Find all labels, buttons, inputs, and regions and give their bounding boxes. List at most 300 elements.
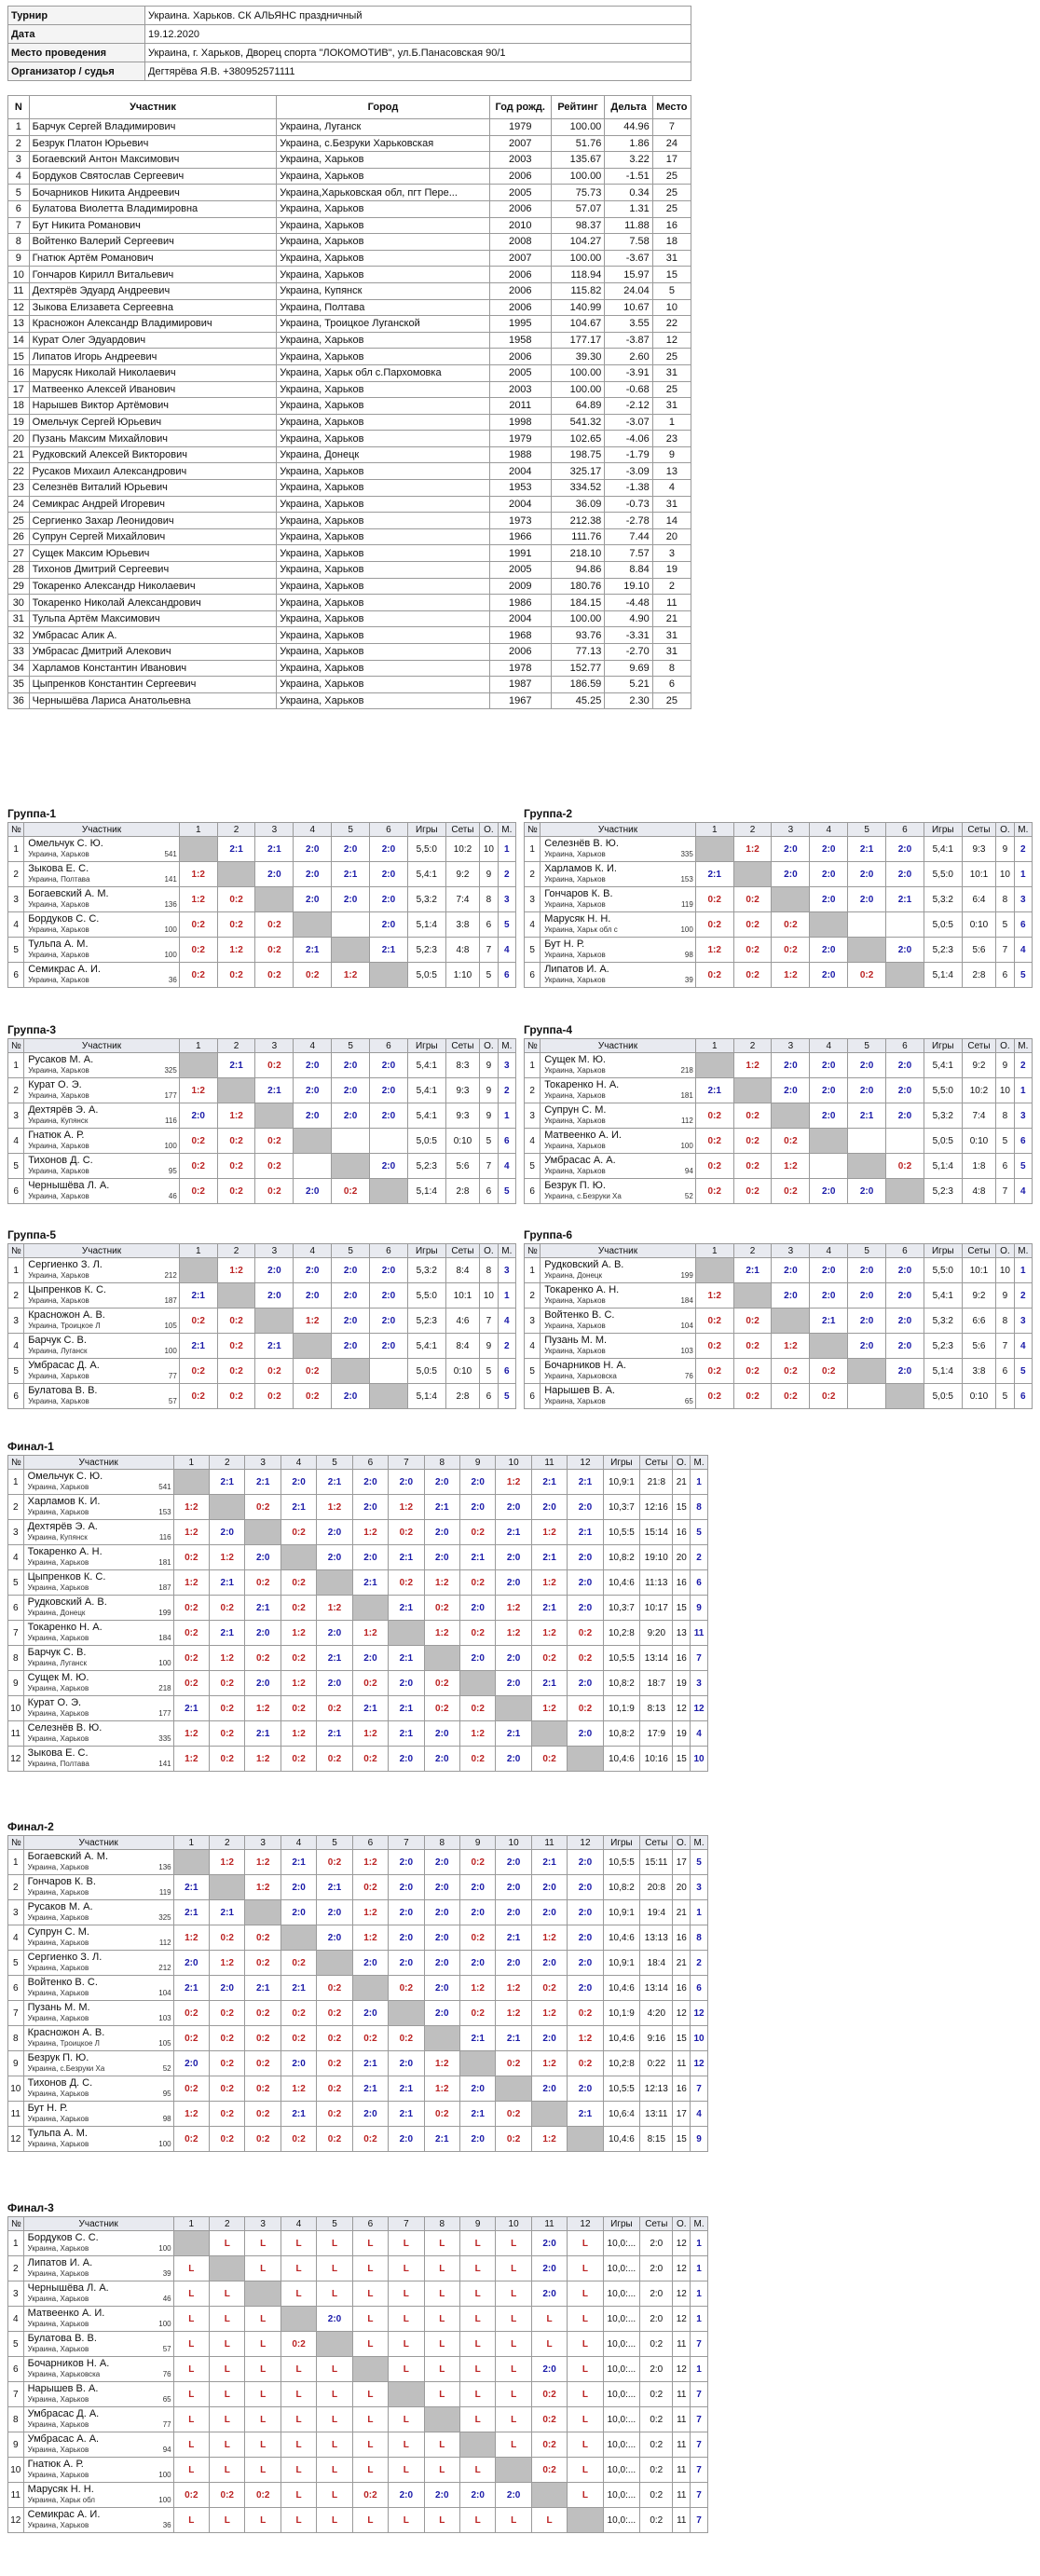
match-cell: 2:0 bbox=[389, 1900, 424, 1925]
group-row-points: 9 bbox=[480, 1078, 498, 1103]
group-row-points: 21 bbox=[673, 1951, 691, 1976]
match-cell: 1:2 bbox=[496, 1470, 531, 1495]
match-cell: 2:0 bbox=[459, 1470, 495, 1495]
group-row-games: 5,0:5 bbox=[924, 912, 962, 938]
group-row bbox=[525, 963, 1033, 988]
match-cell: 2:0 bbox=[496, 1875, 531, 1900]
group-row-place: 6 bbox=[691, 1976, 708, 2001]
match-cell: 1:2 bbox=[245, 1696, 281, 1721]
participant-meta bbox=[544, 1270, 693, 1281]
match-cell: 2:0 bbox=[352, 1646, 388, 1671]
group-row-no: 6 bbox=[525, 963, 541, 988]
match-cell bbox=[695, 1053, 733, 1078]
player-cell: Гончаров Кирилл Витальевич bbox=[29, 267, 277, 283]
group-row-no: 10 bbox=[8, 1696, 24, 1721]
participant-city: Украина, Харьков bbox=[27, 1558, 89, 1567]
group-row-games: 10,4:6 bbox=[603, 1976, 639, 2001]
player-cell: -1.51 bbox=[605, 168, 652, 185]
match-cell: 0:2 bbox=[810, 1384, 848, 1409]
player-cell: 45.25 bbox=[551, 692, 605, 709]
group-row-sets: 21:8 bbox=[640, 1470, 673, 1495]
player-cell: 13 bbox=[8, 316, 30, 333]
participant-name: Цыпренков К. С. bbox=[27, 1571, 106, 1583]
player-cell: 1986 bbox=[489, 595, 551, 611]
match-cell: L bbox=[389, 2231, 424, 2256]
group-header-name: Участник bbox=[24, 1039, 180, 1053]
group-header-index: 6 bbox=[352, 2217, 388, 2231]
group-row-sets: 5:6 bbox=[962, 938, 996, 963]
match-cell: 2:0 bbox=[370, 1053, 408, 1078]
match-cell: 2:1 bbox=[568, 1470, 603, 1495]
player-cell: 2010 bbox=[489, 217, 551, 234]
group-header-index: 2 bbox=[733, 1244, 772, 1258]
group-row-participant bbox=[541, 963, 696, 988]
match-cell bbox=[772, 1309, 810, 1334]
group-header-index: 1 bbox=[695, 1039, 733, 1053]
match-cell: 2:1 bbox=[531, 1470, 567, 1495]
player-cell: 212.38 bbox=[551, 513, 605, 529]
match-cell: 2:1 bbox=[173, 1696, 209, 1721]
participant-name: Сущек М. Ю. bbox=[544, 1054, 606, 1065]
match-cell: 0:2 bbox=[531, 2432, 567, 2458]
match-cell bbox=[496, 2076, 531, 2102]
match-cell: 0:2 bbox=[695, 1179, 733, 1204]
group-row-points: 16 bbox=[673, 1976, 691, 2001]
player-cell: Бут Никита Романович bbox=[29, 217, 277, 234]
group-row-no: 1 bbox=[8, 1053, 24, 1078]
player-cell: 25 bbox=[652, 349, 691, 365]
match-cell: 2:1 bbox=[352, 2051, 388, 2076]
match-cell: L bbox=[281, 2382, 316, 2407]
match-cell: 0:2 bbox=[179, 938, 217, 963]
player-cell: 135.67 bbox=[551, 152, 605, 169]
match-cell: 2:0 bbox=[332, 887, 370, 912]
player-cell: 12 bbox=[652, 332, 691, 349]
match-cell: 0:2 bbox=[281, 1646, 316, 1671]
match-cell: L bbox=[424, 2382, 459, 2407]
participant-city: Украина, Харьков bbox=[28, 1271, 89, 1280]
player-cell: Украина,Харьковская обл, пгт Пере... bbox=[277, 185, 490, 201]
match-cell: 0:2 bbox=[695, 1384, 733, 1409]
group-row-participant bbox=[541, 887, 696, 912]
participant-city: Украина, Харьков bbox=[27, 2295, 89, 2303]
match-cell bbox=[886, 1384, 924, 1409]
group-row-no: 1 bbox=[8, 2231, 24, 2256]
player-cell: 2003 bbox=[489, 381, 551, 398]
match-cell: 1:2 bbox=[531, 1520, 567, 1545]
match-cell: 2:1 bbox=[389, 1721, 424, 1747]
match-cell: 0:2 bbox=[848, 963, 886, 988]
group-row-participant bbox=[23, 1696, 173, 1721]
match-cell: L bbox=[496, 2508, 531, 2533]
participant-meta bbox=[28, 1708, 171, 1719]
group-table bbox=[7, 1455, 708, 1772]
match-cell: 2:0 bbox=[496, 1545, 531, 1570]
match-cell bbox=[424, 2407, 459, 2432]
group-row-points: 8 bbox=[480, 887, 498, 912]
group-row bbox=[525, 887, 1033, 912]
participant-meta bbox=[28, 1658, 171, 1668]
group-row bbox=[525, 1384, 1033, 1409]
player-cell: 2 bbox=[8, 135, 30, 152]
group-row-sets: 2:0 bbox=[640, 2281, 673, 2307]
group-row-participant bbox=[23, 1495, 173, 1520]
player-cell: 1966 bbox=[489, 528, 551, 545]
group-row-points: 11 bbox=[673, 2483, 691, 2508]
match-cell: 2:0 bbox=[317, 1925, 352, 1951]
participant-city: Украина, Донецк bbox=[27, 1609, 86, 1617]
participant-name: Гнатюк А. Р. bbox=[27, 2459, 84, 2470]
player-cell: 100.00 bbox=[551, 168, 605, 185]
match-cell: L bbox=[173, 2256, 209, 2281]
group-row-points: 6 bbox=[996, 1154, 1014, 1179]
match-cell: 1:2 bbox=[179, 1078, 217, 1103]
participant-name: Супрун С. М. bbox=[27, 1926, 89, 1938]
match-cell: 2:0 bbox=[810, 862, 848, 887]
match-cell: 2:0 bbox=[459, 1900, 495, 1925]
participant-city: Украина, Полтава bbox=[28, 875, 90, 884]
participant-meta bbox=[544, 874, 693, 884]
group-row bbox=[8, 2051, 708, 2076]
player-cell: Украина, с.Безруки Харьковская bbox=[277, 135, 490, 152]
participant-city: Украина, Харьков bbox=[28, 951, 89, 959]
match-cell: 2:0 bbox=[496, 1495, 531, 1520]
participant-city: Украина, Харьков bbox=[28, 900, 89, 909]
participant-city: Украина, Донецк bbox=[544, 1271, 602, 1280]
group-row bbox=[525, 1154, 1033, 1179]
group-row-points: 17 bbox=[673, 2102, 691, 2127]
participant-meta bbox=[28, 1988, 171, 1998]
group-row-sets: 13:14 bbox=[640, 1976, 673, 2001]
participant-city: Украина, Троицкое Л bbox=[28, 1322, 101, 1330]
match-cell: 2:0 bbox=[370, 912, 408, 938]
group-header-index: 11 bbox=[531, 2217, 567, 2231]
player-cell: 11 bbox=[652, 595, 691, 611]
group-row bbox=[8, 2458, 708, 2483]
player-cell: 2005 bbox=[489, 185, 551, 201]
group-row-no: 5 bbox=[525, 1359, 541, 1384]
participant-meta bbox=[544, 1090, 693, 1101]
group-header-name: Участник bbox=[23, 1456, 173, 1470]
participant-rating: 46 bbox=[162, 2295, 171, 2303]
match-cell: L bbox=[317, 2382, 352, 2407]
group-row-points: 7 bbox=[996, 1179, 1014, 1204]
player-cell: 14 bbox=[8, 332, 30, 349]
player-cell: 24 bbox=[8, 496, 30, 513]
player-cell: 325.17 bbox=[551, 463, 605, 480]
group-row-participant bbox=[23, 1951, 173, 1976]
player-cell: 1.31 bbox=[605, 200, 652, 217]
group-row-place: 3 bbox=[1014, 1103, 1032, 1129]
match-cell: 2:0 bbox=[886, 1359, 924, 1384]
player-row bbox=[8, 562, 691, 579]
player-cell: Омельчук Сергей Юрьевич bbox=[29, 414, 277, 431]
match-cell: L bbox=[210, 2382, 245, 2407]
group-row-participant bbox=[541, 837, 696, 862]
match-cell: 0:2 bbox=[772, 912, 810, 938]
group-row-no: 5 bbox=[525, 938, 541, 963]
player-cell: -3.31 bbox=[605, 627, 652, 644]
match-cell: 1:2 bbox=[531, 1925, 567, 1951]
match-cell: 2:0 bbox=[848, 1334, 886, 1359]
match-cell: 0:2 bbox=[352, 1875, 388, 1900]
participant-rating: 105 bbox=[158, 2039, 171, 2048]
match-cell: 0:2 bbox=[389, 1976, 424, 2001]
participant-meta bbox=[544, 1065, 693, 1076]
player-cell: Тихонов Дмитрий Сергеевич bbox=[29, 562, 277, 579]
group-header-m: М. bbox=[691, 1836, 708, 1850]
match-cell: 2:0 bbox=[255, 1283, 294, 1309]
player-cell: Украина, Харьков bbox=[277, 545, 490, 562]
player-cell: 7.44 bbox=[605, 528, 652, 545]
match-cell: 2:1 bbox=[496, 1721, 531, 1747]
match-cell: L bbox=[245, 2231, 281, 2256]
participant-meta bbox=[28, 1532, 171, 1542]
match-cell: 2:1 bbox=[179, 1283, 217, 1309]
group-row-games: 5,5:0 bbox=[407, 1283, 445, 1309]
match-cell: L bbox=[281, 2357, 316, 2382]
match-cell: L bbox=[352, 2432, 388, 2458]
participant-name: Красножон А. В. bbox=[27, 2027, 105, 2038]
match-cell: 0:2 bbox=[733, 1154, 772, 1179]
participant-city: Украина, Харьков bbox=[27, 2446, 89, 2454]
match-cell: 2:1 bbox=[424, 2127, 459, 2152]
group-row-games: 10,0:... bbox=[603, 2432, 639, 2458]
group-block bbox=[524, 807, 1033, 988]
match-cell: 1:2 bbox=[352, 1900, 388, 1925]
match-cell: 2:0 bbox=[317, 1545, 352, 1570]
group-row-participant bbox=[24, 938, 180, 963]
group-row-sets: 8:15 bbox=[640, 2127, 673, 2152]
group-row-sets: 2:8 bbox=[445, 1384, 480, 1409]
group-row-games: 10,1:9 bbox=[603, 1696, 639, 1721]
group-header-index: 6 bbox=[886, 823, 924, 837]
group-row-place: 4 bbox=[691, 2102, 708, 2127]
player-cell: 4.90 bbox=[605, 610, 652, 627]
group-row-participant bbox=[541, 1309, 696, 1334]
group-row-points: 9 bbox=[480, 1103, 498, 1129]
player-cell: Липатов Игорь Андреевич bbox=[29, 349, 277, 365]
match-cell: 0:2 bbox=[531, 1976, 567, 2001]
match-cell: 2:0 bbox=[459, 1646, 495, 1671]
player-cell: Дехтярёв Эдуард Андреевич bbox=[29, 282, 277, 299]
match-cell: 2:0 bbox=[317, 1671, 352, 1696]
group-row-place: 6 bbox=[691, 1570, 708, 1596]
match-cell: 1:2 bbox=[210, 1646, 245, 1671]
group-header-no: № bbox=[8, 823, 24, 837]
group-row-points: 12 bbox=[673, 2357, 691, 2382]
player-cell: Украина, Харьков bbox=[277, 463, 490, 480]
group-row bbox=[525, 938, 1033, 963]
match-cell: 2:0 bbox=[389, 1470, 424, 1495]
group-row-place: 6 bbox=[498, 1359, 515, 1384]
group-row-place: 5 bbox=[1014, 963, 1032, 988]
player-cell: Украина, Харьков bbox=[277, 381, 490, 398]
player-cell: Сущек Максим Юрьевич bbox=[29, 545, 277, 562]
match-cell: L bbox=[210, 2307, 245, 2332]
match-cell: 2:0 bbox=[848, 1053, 886, 1078]
group-header-games: Игры bbox=[407, 823, 445, 837]
player-cell: 51.76 bbox=[551, 135, 605, 152]
player-cell: 25 bbox=[652, 185, 691, 201]
match-cell: 1:2 bbox=[568, 2026, 603, 2051]
group-row-place: 2 bbox=[1014, 1053, 1032, 1078]
group-header-index: 6 bbox=[370, 1039, 408, 1053]
group-row-participant bbox=[541, 1129, 696, 1154]
participant-meta bbox=[28, 1759, 171, 1769]
group-row-points: 9 bbox=[480, 862, 498, 887]
match-cell: 2:0 bbox=[370, 1154, 408, 1179]
match-cell: 2:0 bbox=[848, 1179, 886, 1204]
match-cell: 0:2 bbox=[317, 1976, 352, 2001]
group-row-sets: 9:3 bbox=[445, 1103, 480, 1129]
match-cell: 1:2 bbox=[733, 1053, 772, 1078]
match-cell: 0:2 bbox=[173, 1646, 209, 1671]
group-row-participant bbox=[23, 1671, 173, 1696]
group-row-no: 2 bbox=[8, 1283, 24, 1309]
match-cell: 2:0 bbox=[370, 1078, 408, 1103]
match-cell: 2:1 bbox=[531, 1545, 567, 1570]
group-row-participant bbox=[24, 887, 180, 912]
group-row-sets: 17:9 bbox=[640, 1721, 673, 1747]
participant-rating: 77 bbox=[168, 1372, 177, 1380]
group-row bbox=[525, 1179, 1033, 1204]
group-row-no: 5 bbox=[8, 1359, 24, 1384]
participant-city: Украина, Харьков bbox=[27, 1684, 89, 1692]
match-cell: 1:2 bbox=[531, 2051, 567, 2076]
group-header-row bbox=[8, 1836, 708, 1850]
group-row bbox=[8, 1747, 708, 1772]
group-row-place: 1 bbox=[498, 1103, 515, 1129]
group-row-no: 12 bbox=[8, 2127, 24, 2152]
player-cell: 2004 bbox=[489, 463, 551, 480]
match-cell: 0:2 bbox=[733, 938, 772, 963]
match-cell: 2:0 bbox=[370, 837, 408, 862]
match-cell: 0:2 bbox=[389, 1520, 424, 1545]
match-cell: 0:2 bbox=[245, 1570, 281, 1596]
match-cell bbox=[317, 1951, 352, 1976]
participant-rating: 136 bbox=[164, 900, 177, 909]
group-block bbox=[7, 2201, 708, 2533]
player-cell: 2006 bbox=[489, 267, 551, 283]
player-cell: 22 bbox=[652, 316, 691, 333]
group-header-index: 8 bbox=[424, 2217, 459, 2231]
match-cell: 0:2 bbox=[695, 1309, 733, 1334]
match-cell bbox=[370, 963, 408, 988]
match-cell: L bbox=[389, 2281, 424, 2307]
group-row-games: 10,0:... bbox=[603, 2256, 639, 2281]
group-row-no: 5 bbox=[8, 938, 24, 963]
group-row-place: 7 bbox=[691, 2483, 708, 2508]
match-cell: 2:0 bbox=[531, 1951, 567, 1976]
player-row bbox=[8, 299, 691, 316]
group-row bbox=[525, 1078, 1033, 1103]
player-cell: 20 bbox=[8, 431, 30, 447]
group-row bbox=[8, 912, 516, 938]
player-cell: Русаков Михаил Александрович bbox=[29, 463, 277, 480]
player-cell: 39.30 bbox=[551, 349, 605, 365]
group-title: Группа-6 bbox=[524, 1228, 573, 1241]
participant-rating: 100 bbox=[158, 2496, 171, 2504]
group-row-place: 1 bbox=[1014, 1258, 1032, 1283]
participant-name: Чернышёва Л. А. bbox=[27, 2282, 109, 2294]
group-row-points: 10 bbox=[480, 1283, 498, 1309]
match-cell: 2:1 bbox=[245, 1976, 281, 2001]
group-row-points: 8 bbox=[996, 887, 1014, 912]
match-cell bbox=[424, 1646, 459, 1671]
group-row-games: 5,2:3 bbox=[407, 1154, 445, 1179]
match-cell bbox=[848, 1384, 886, 1409]
player-cell: 184.15 bbox=[551, 595, 605, 611]
participant-meta bbox=[28, 1482, 171, 1492]
match-cell: 2:0 bbox=[810, 1053, 848, 1078]
match-cell: 0:2 bbox=[210, 2127, 245, 2152]
group-header-no: № bbox=[525, 1244, 541, 1258]
match-cell: 0:2 bbox=[695, 1103, 733, 1129]
participant-name: Бут Н. Р. bbox=[544, 939, 585, 950]
group-row-games: 5,2:3 bbox=[924, 1334, 962, 1359]
group-row-games: 10,0:... bbox=[603, 2508, 639, 2533]
player-cell: Пузань Максим Михайлович bbox=[29, 431, 277, 447]
participant-name: Булатова В. В. bbox=[27, 2333, 97, 2344]
participant-name: Гнатюк А. Р. bbox=[28, 1130, 85, 1141]
match-cell: 1:2 bbox=[531, 2001, 567, 2026]
player-cell: 6 bbox=[8, 200, 30, 217]
group-row-no: 1 bbox=[525, 1053, 541, 1078]
group-row-participant bbox=[541, 1283, 696, 1309]
group-row-points: 21 bbox=[673, 1470, 691, 1495]
group-header-m: М. bbox=[1014, 1039, 1032, 1053]
group-row bbox=[525, 837, 1033, 862]
group-row-no: 1 bbox=[525, 837, 541, 862]
participant-meta bbox=[28, 1583, 171, 1593]
match-cell: L bbox=[173, 2281, 209, 2307]
match-cell: 2:0 bbox=[173, 1951, 209, 1976]
participant-name: Русаков М. А. bbox=[28, 1054, 94, 1065]
participant-city: Украина, Харьков bbox=[27, 2269, 89, 2278]
participant-rating: 218 bbox=[158, 1684, 171, 1692]
participant-meta bbox=[28, 1295, 177, 1306]
group-row-games: 10,0:... bbox=[603, 2382, 639, 2407]
group-row-no: 4 bbox=[8, 1334, 24, 1359]
player-cell: 2006 bbox=[489, 644, 551, 661]
group-row-points: 5 bbox=[480, 1359, 498, 1384]
group-row-participant bbox=[23, 1925, 173, 1951]
group-row-points: 12 bbox=[673, 2231, 691, 2256]
participant-city: Украина, Харьков bbox=[27, 1709, 89, 1718]
player-cell: 44.96 bbox=[605, 119, 652, 136]
participant-name: Липатов И. А. bbox=[544, 964, 609, 975]
match-cell bbox=[245, 2281, 281, 2307]
group-row-points: 10 bbox=[996, 1078, 1014, 1103]
match-cell: 2:1 bbox=[496, 1520, 531, 1545]
match-cell: 1:2 bbox=[210, 1951, 245, 1976]
match-cell: L bbox=[352, 2382, 388, 2407]
participant-city: Украина, Харьков bbox=[28, 1397, 89, 1405]
group-row-points: 12 bbox=[673, 2281, 691, 2307]
participant-city: Украина, Харьков bbox=[28, 1296, 89, 1305]
group-title: Группа-5 bbox=[7, 1228, 57, 1241]
match-cell bbox=[496, 2458, 531, 2483]
group-row-participant bbox=[24, 1359, 180, 1384]
player-cell: 10 bbox=[652, 299, 691, 316]
player-cell: 1978 bbox=[489, 660, 551, 677]
match-cell: L bbox=[459, 2256, 495, 2281]
group-header-index: 9 bbox=[459, 1456, 495, 1470]
match-cell: 2:0 bbox=[848, 887, 886, 912]
players-header-cell: Город bbox=[277, 96, 490, 119]
player-cell: 1991 bbox=[489, 545, 551, 562]
